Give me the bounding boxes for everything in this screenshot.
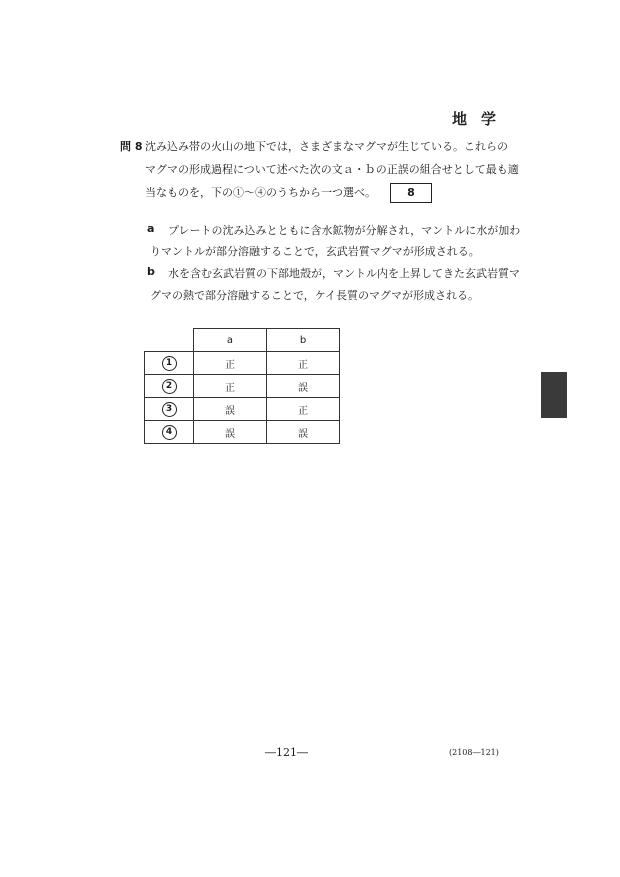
statement-b-line-2: グマの熱で部分溶融することで，ケイ長質のマグマが形成される。 (150, 289, 480, 302)
question-text-line-3-row (145, 183, 432, 203)
statement-b-line-1: 水を含む玄武岩質の下部地殻が，マントル内を上昇してきた玄武岩質マ (168, 267, 520, 280)
option-a-value: 正 (194, 375, 267, 398)
option-number-4[interactable]: 4 (162, 425, 177, 440)
answer-options-table (144, 328, 340, 444)
table-corner-cell (145, 329, 194, 352)
option-a-value: 誤 (194, 421, 267, 444)
table-row[interactable] (145, 421, 340, 444)
option-b-value: 誤 (267, 375, 340, 398)
page-number: ―121― (265, 746, 308, 759)
statement-a-letter: a (147, 222, 155, 235)
option-b-value: 正 (267, 352, 340, 375)
table-row[interactable] (145, 375, 340, 398)
question-text-line-3: 当なものを，下の①～④のうちから一つ選べ。 (145, 186, 376, 199)
option-a-value: 正 (194, 352, 267, 375)
section-index-tab (541, 372, 567, 418)
answer-box[interactable]: 8 (390, 183, 432, 203)
question-number: 問 8 (120, 140, 143, 153)
option-b-value: 誤 (267, 421, 340, 444)
question-text-line-2: マグマの形成過程について述べた次の文ａ・ｂの正誤の組合せとして最も適 (145, 163, 519, 176)
option-number-2[interactable]: 2 (162, 379, 177, 394)
question-text-line-1: 沈み込み帯の火山の地下では，さまざまなマグマが生じている。これらの (145, 140, 508, 153)
option-number-1[interactable]: 1 (162, 356, 177, 371)
column-header-b: b (267, 329, 340, 352)
statement-b-letter: b (147, 265, 155, 278)
statement-a-line-1: プレートの沈み込みとともに含水鉱物が分解され，マントルに水が加わ (168, 224, 521, 237)
table-header-row (145, 329, 340, 352)
option-number-cell (145, 398, 194, 421)
option-number-cell (145, 352, 194, 375)
statement-a-line-2: りマントルが部分溶融することで，玄武岩質マグマが形成される。 (150, 245, 480, 258)
option-number-cell (145, 421, 194, 444)
option-a-value: 誤 (194, 398, 267, 421)
column-header-a: a (194, 329, 267, 352)
option-number-3[interactable]: 3 (162, 402, 177, 417)
table-row[interactable] (145, 352, 340, 375)
exam-code: (2108―121) (449, 748, 499, 757)
option-b-value: 正 (267, 398, 340, 421)
subject-heading: 地学 (452, 110, 511, 128)
table-row[interactable] (145, 398, 340, 421)
option-number-cell (145, 375, 194, 398)
